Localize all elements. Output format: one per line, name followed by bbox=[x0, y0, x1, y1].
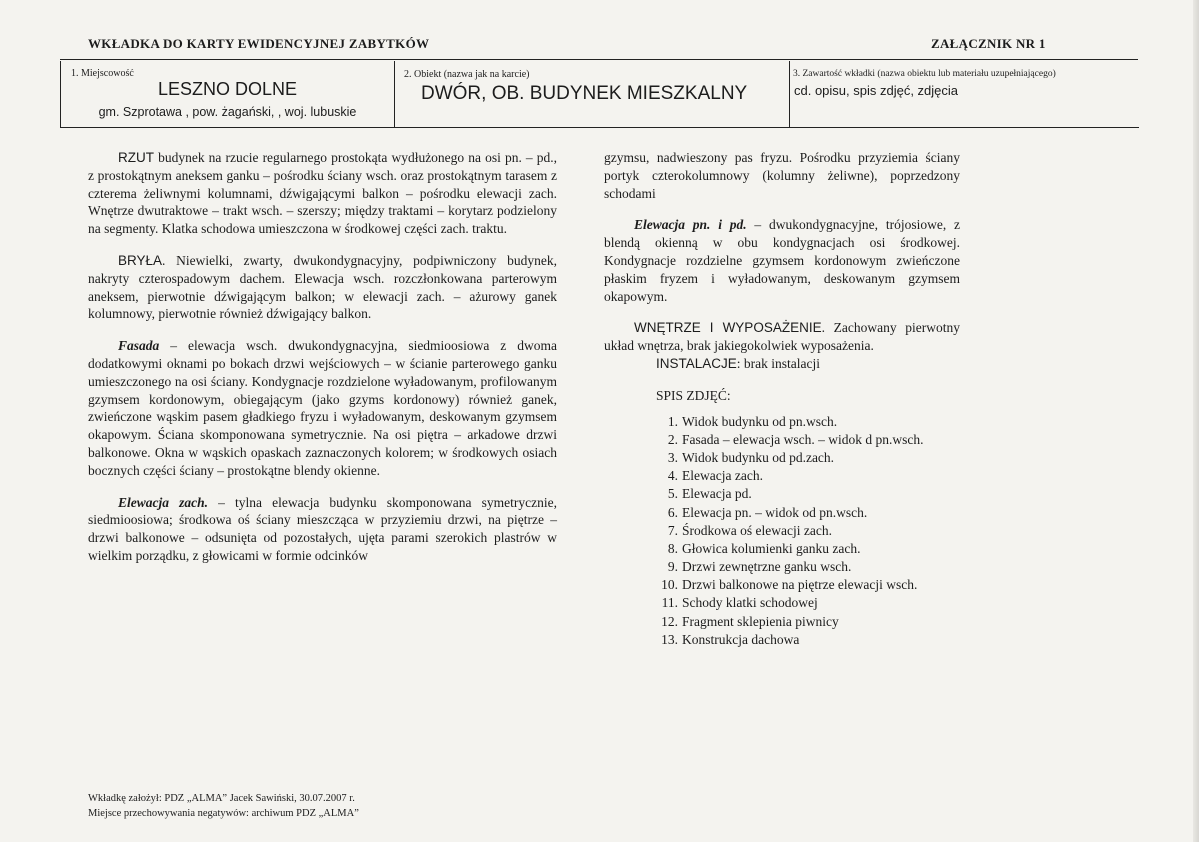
photo-list-title: SPIS ZDJĘĆ: bbox=[656, 387, 731, 403]
footer bbox=[88, 791, 359, 821]
text-rzut: budynek na rzucie regularnego prostokąta wydłużonego na osi pn. – pd., z prostokątnym aneksem ganku – pośrodku ściany wsch. oraz prostokątnym tarasem z czterema żeliwnymi kolumnami, dźwigającymi balkon – pośrodku elewacji zach. Wnętrze dwutraktowe – trakt wsch. – szerszy; między traktami – korytarz podzielony na segmenty. Klatka schodowa umieszczona w środkowej części zach. traktu. bbox=[88, 150, 557, 237]
footer-author: Wkładkę założył: PDZ „ALMA” Jacek Sawiński, 30.07.2007 r. bbox=[88, 793, 355, 804]
heading-elewacja-pn-pd: Elewacja pn. i pd. bbox=[634, 217, 747, 233]
paragraph-elewacja-pn-pd bbox=[604, 216, 960, 305]
photo-list bbox=[604, 413, 960, 649]
list-item: 1. Widok budynku od pn.wsch. bbox=[667, 413, 838, 429]
photo-list-section bbox=[604, 387, 960, 649]
footer-archive: Miejsce przechowywania negatywów: archiwum PDZ „ALMA” bbox=[88, 808, 359, 819]
content-value: cd. opisu, spis zdjęć, zdjęcia bbox=[794, 83, 959, 98]
paragraph-bryla bbox=[88, 252, 557, 323]
heading-bryla: BRYŁA bbox=[118, 252, 163, 268]
text-elewacja-pn-pd: – dwukondygnacyjne, trójosiowe, z blendą okienną w obu kondygnacjach osi środkowej. Kondygnacje rozdzielne gzymsem kordonowym zwieńczone płaskim fryzem i wyładowanym, deskowanym gzymsem okapowym. bbox=[604, 217, 960, 304]
list-item: 3. Widok budynku od pd.zach. bbox=[667, 449, 835, 465]
page-edge bbox=[1193, 0, 1199, 842]
heading-wnetrze: WNĘTRZE I WYPOSAŻENIE bbox=[634, 320, 822, 336]
list-item: 8. Głowica kolumienki ganku zach. bbox=[667, 540, 861, 556]
heading-instalacje: INSTALACJE bbox=[656, 355, 737, 371]
field-place bbox=[61, 61, 394, 127]
paragraph-instalacje bbox=[604, 355, 960, 373]
fields-table bbox=[60, 61, 1139, 128]
place-label: 1. Miejscowość bbox=[71, 68, 134, 79]
description-right-column bbox=[604, 149, 960, 649]
text-fasada: – elewacja wsch. dwukondygnacyjna, siedmioosiowa z dwoma dodatkowymi oknami po bokach drzwi wejściowych – w ścianie parterowego ganku umieszczonego na osi ściany. Kondygnacje rozdzielone wyładowanym, profilowanym gzymsem kordonowym, obiegającym (jako gzyms kordonowy) również ganek, zwieńczone wąskim pasem gładkiego fryzu i wyładowanym, deskowanym gzymsem okapowym. Ściana skomponowana symetrycznie. Na osi piętra – arkadowe drzwi balkonowe. Okna w wąskich opaskach zaznaczonych kolorem; w środkowych osiach bocznych części ściany – prostokątne blendy okienne. bbox=[88, 338, 557, 478]
heading-fasada: Fasada bbox=[118, 338, 160, 354]
description-left-column bbox=[88, 149, 557, 565]
content-label: 3. Zawartość wkładki (nazwa obiektu lub materiału uzupełniającego) bbox=[793, 69, 1056, 79]
text-elewacja-zach: – tylna elewacja budynku skomponowana symetrycznie, siedmioosiowa; środkowa oś ściany mieszcząca w przyziemiu drzwi, na piętrze – drzwi balkonowe – odsunięta od pozostałych, ujęta parami szerokich plastrów w wielkim porządku, z głowicami w formie odcinków bbox=[88, 494, 557, 563]
text-wnetrze: . Zachowany pierwotny układ wnętrza, brak jakiegokolwiek wyposażenia. bbox=[604, 320, 960, 354]
list-item: 13. Konstrukcja dachowa bbox=[661, 631, 800, 647]
list-item: 10. Drzwi balkonowe na piętrze elewacji wsch. bbox=[661, 577, 918, 593]
attachment-label: ZAŁĄCZNIK NR 1 bbox=[931, 36, 1046, 51]
field-object bbox=[394, 61, 790, 127]
object-label: 2. Obiekt (nazwa jak na karcie) bbox=[404, 69, 530, 80]
heading-rzut: RZUT bbox=[118, 150, 154, 165]
list-item: 4. Elewacja zach. bbox=[667, 468, 763, 484]
list-item: 5. Elewacja pd. bbox=[667, 486, 752, 502]
header-rule bbox=[60, 59, 1138, 60]
paragraph-fasada bbox=[88, 337, 557, 479]
object-value: DWÓR, OB. BUDYNEK MIESZKALNY bbox=[421, 83, 748, 104]
list-item: 11. Schody klatki schodowej bbox=[661, 595, 818, 611]
paragraph-elewacja-zach bbox=[88, 494, 557, 565]
text-instalacje: : brak instalacji bbox=[736, 355, 821, 371]
paragraph-continuation: gzymsu, nadwieszony pas fryzu. Pośrodku przyziemia ściany portyk czterokolumnowy (kolumny żeliwne), poprzedzony schodami bbox=[604, 150, 960, 201]
list-item: 2. Fasada – elewacja wsch. – widok d pn.wsch. bbox=[667, 431, 924, 447]
list-item: 7. Środkowa oś elewacji zach. bbox=[667, 522, 832, 538]
paragraph-wnetrze bbox=[604, 319, 960, 355]
list-item: 12. Fragment sklepienia piwnicy bbox=[661, 613, 839, 629]
document-title: WKŁADKA DO KARTY EWIDENCYJNEJ ZABYTKÓW bbox=[88, 36, 430, 51]
text-bryla: . Niewielki, zwarty, dwukondygnacyjny, podpiwniczony budynek, nakryty czterospadowym dachem. Elewacja wsch. rozczłonkowana parterowym aneksem, pierwotnie dźwigającym balkon; w elewacji zach. – ażurowy ganek kolumnowy, pierwotnie również dźwigający balkon. bbox=[88, 252, 557, 322]
list-item: 9. Drzwi zewnętrzne ganku wsch. bbox=[667, 559, 852, 575]
place-value: LESZNO DOLNE bbox=[157, 79, 298, 99]
field-content bbox=[789, 61, 1139, 127]
heading-elewacja-zach: Elewacja zach. bbox=[118, 494, 208, 510]
place-subtitle: gm. Szprotawa , pow. żagański, , woj. lubuskie bbox=[98, 105, 357, 119]
paragraph-rzut bbox=[88, 149, 557, 238]
list-item: 6. Elewacja pn. – widok od pn.wsch. bbox=[667, 504, 868, 520]
